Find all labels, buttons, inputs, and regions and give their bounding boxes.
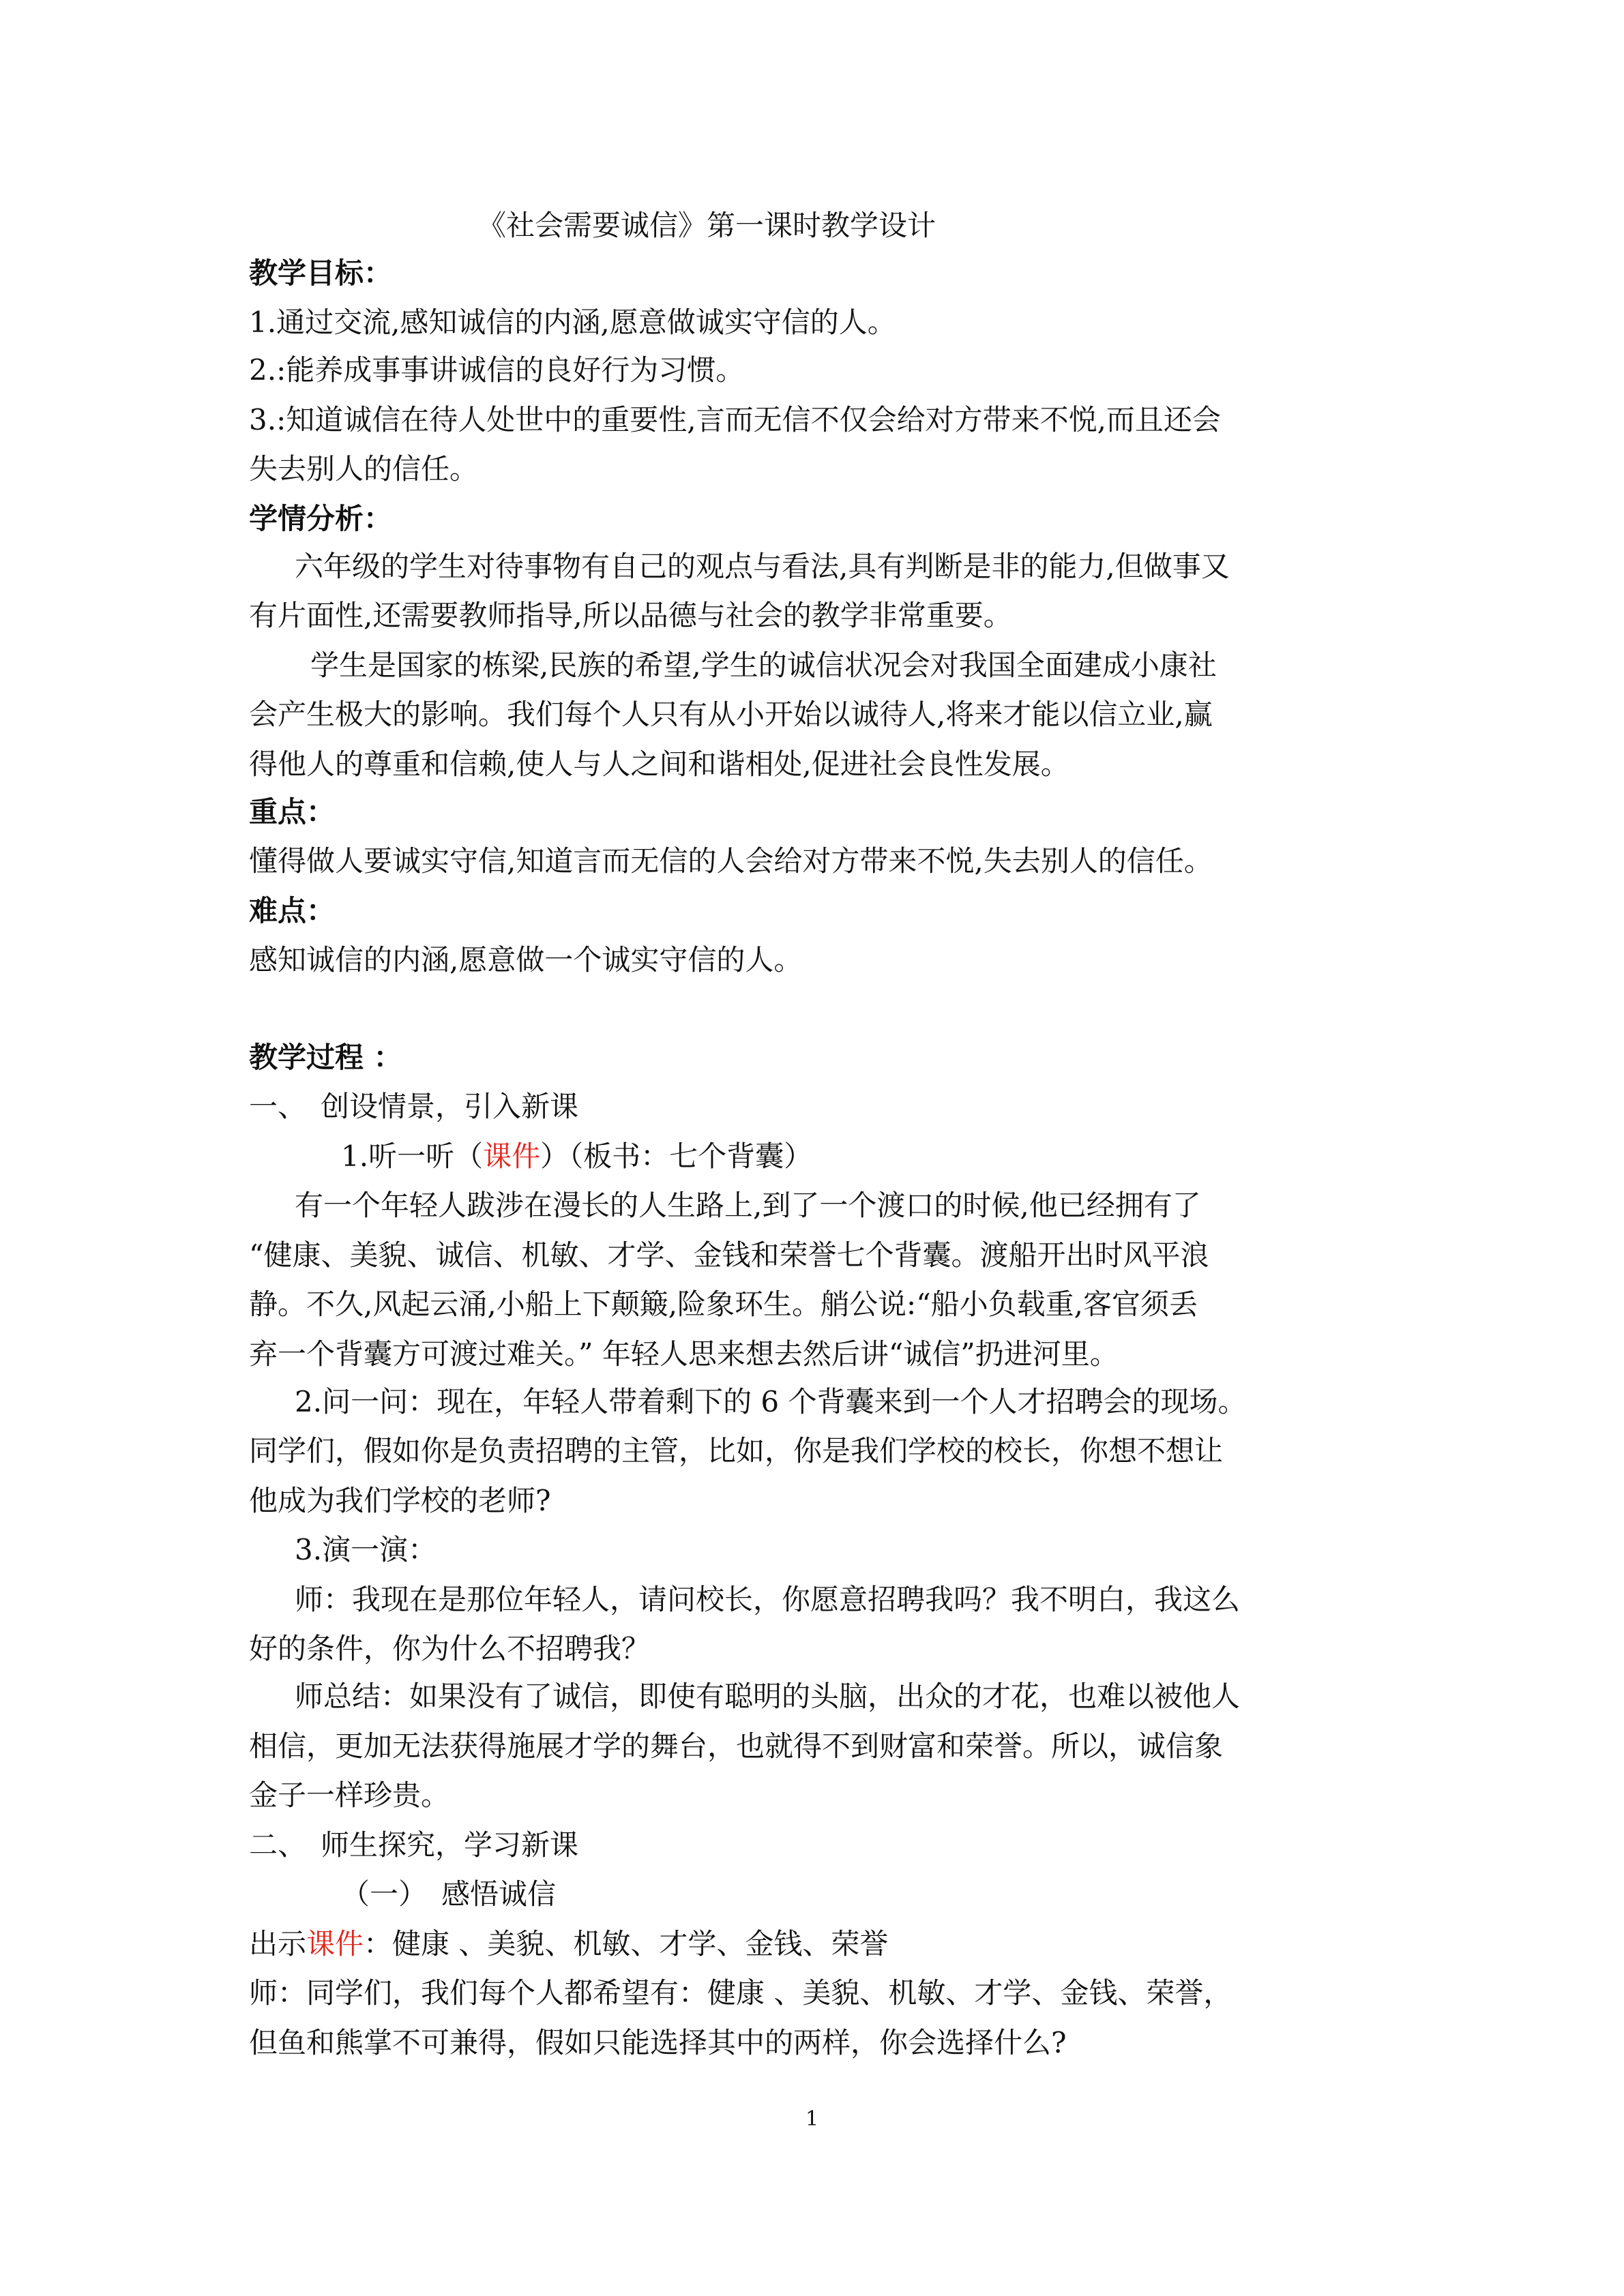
analysis-line: 学生是国家的栋梁,民族的希望,学生的诚信状况会对我国全面建成小康社 xyxy=(310,648,1217,682)
ask-line: 同学们，假如你是负责招聘的主管，比如，你是我们学校的校长，你想不想让 xyxy=(249,1434,1224,1467)
courseware-highlight: 课件 xyxy=(483,1139,541,1173)
sub1-heading: （一） 感悟诚信 xyxy=(341,1877,557,1911)
analysis-heading: 学情分析： xyxy=(249,502,393,535)
listen-prefix: 1.听一听（ xyxy=(341,1139,484,1173)
section2-heading: 二、 师生探究，学习新课 xyxy=(249,1828,579,1862)
summary-line: 师总结：如果没有了诚信，即使有聪明的头脑，出众的才花，也难以被他人 xyxy=(295,1680,1241,1713)
ask-line: 他成为我们学校的老师? xyxy=(249,1484,551,1517)
story-line: 静。不久,风起云涌,小船上下颠簸,险象环生。艄公说:“船小负载重,客官须丢 xyxy=(249,1287,1198,1321)
difficulty-text: 感知诚信的内涵,愿意做一个诚实守信的人。 xyxy=(249,943,803,976)
question-line: 师：同学们，我们每个人都希望有：健康 、美貌、机敏、才学、金钱、荣誉， xyxy=(249,1976,1232,2010)
story-line: 有一个年轻人跋涉在漫长的人生路上,到了一个渡口的时候,他已经拥有了 xyxy=(295,1189,1201,1222)
objectives-heading: 教学目标： xyxy=(249,256,393,290)
summary-line: 相信，更加无法获得施展才学的舞台，也就得不到财富和荣誉。所以，诚信象 xyxy=(249,1729,1224,1763)
objective-line: 失去别人的信任。 xyxy=(249,452,479,486)
process-heading: 教学过程 ： xyxy=(249,1041,402,1074)
objective-line: 3.:知道诚信在待人处世中的重要性,言而无信不仅会给对方带来不悦,而且还会 xyxy=(249,403,1221,436)
doc-title: 《社会需要诚信》第一课时教学设计 xyxy=(477,209,936,242)
question-line: 但鱼和熊掌不可兼得，假如只能选择其中的两样，你会选择什么? xyxy=(249,2026,1067,2059)
objective-line: 1.通过交流,感知诚信的内涵,愿意做诚实守信的人。 xyxy=(249,305,896,339)
page-number: 1 xyxy=(806,2107,819,2131)
story-line: 弃一个背囊方可渡过难关。” 年轻人思来想去然后讲“诚信”扔进河里。 xyxy=(249,1337,1119,1371)
listen-line xyxy=(341,1139,812,1174)
key-heading: 重点： xyxy=(249,795,336,829)
ask-line: 2.问一问：现在，年轻人带着剩下的 6 个背囊来到一个人才招聘会的现场。 xyxy=(295,1385,1247,1418)
show-prefix: 出示 xyxy=(249,1927,307,1960)
story-line: “健康、美貌、诚信、机敏、才学、金钱和荣誉七个背囊。渡船开出时风平浪 xyxy=(249,1238,1209,1272)
key-text: 懂得做人要诚实守信,知道言而无信的人会给对方带来不悦,失去别人的信任。 xyxy=(249,844,1213,878)
difficulty-heading: 难点： xyxy=(249,894,336,927)
show-line xyxy=(249,1926,888,1962)
summary-line: 金子一样珍贵。 xyxy=(249,1778,450,1812)
analysis-line: 得他人的尊重和信赖,使人与人之间和谐相处,促进社会良性发展。 xyxy=(249,747,1069,781)
section1-heading: 一、 创设情景，引入新课 xyxy=(249,1090,579,1123)
courseware-highlight: 课件 xyxy=(306,1927,364,1960)
analysis-line: 会产生极大的影响。我们每个人只有从小开始以诚待人,将来才能以信立业,赢 xyxy=(249,698,1213,731)
teacher-line: 好的条件，你为什么不招聘我？ xyxy=(249,1632,651,1665)
act-line: 3.演一演： xyxy=(295,1533,437,1566)
analysis-line: 有片面性,还需要教师指导,所以品德与社会的教学非常重要。 xyxy=(249,599,1012,632)
show-suffix: ：健康 、美貌、机敏、才学、金钱、荣誉 xyxy=(364,1927,889,1960)
teacher-line: 师：我现在是那位年轻人，请问校长，你愿意招聘我吗？我不明白，我这么 xyxy=(295,1583,1241,1616)
analysis-line: 六年级的学生对待事物有自己的观点与看法,具有判断是非的能力,但做事又 xyxy=(295,550,1230,583)
listen-suffix: ）（板书：七个背囊） xyxy=(540,1139,813,1173)
objective-line: 2.:能养成事事讲诚信的良好行为习惯。 xyxy=(249,353,745,387)
